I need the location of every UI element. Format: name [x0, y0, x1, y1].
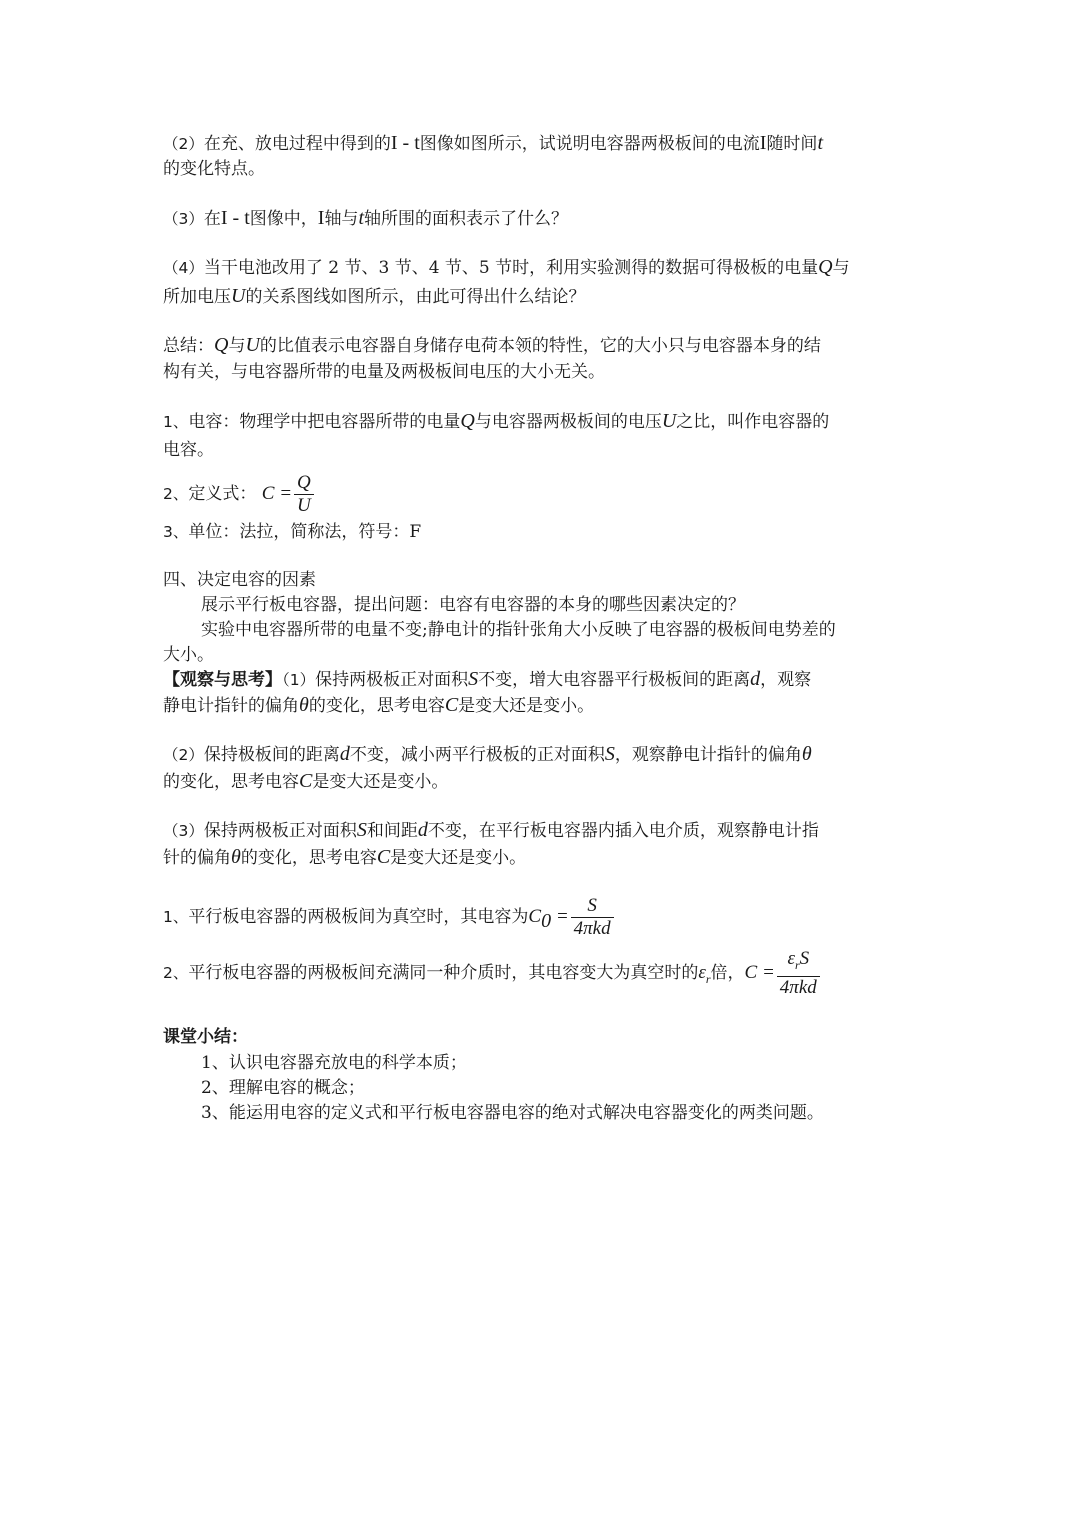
math-u: U [245, 334, 260, 356]
math-s: S [356, 819, 367, 841]
formula-lhs: C = [261, 483, 293, 504]
class-summary-item [201, 1101, 824, 1125]
text: 电容。 [163, 440, 214, 460]
text: 当干电池改用了 2 节、3 节、4 节、5 节时，利用实验测得的数据可得极板的电量 [203, 258, 819, 278]
formula-lhs [528, 906, 569, 932]
math-q: Q [460, 410, 475, 432]
item-number: 2、 [163, 485, 189, 503]
text: 定义式： [188, 484, 257, 504]
formula-2 [163, 948, 822, 1004]
text: 总结： [163, 336, 214, 356]
text: ，观察 [760, 670, 812, 690]
class-summary-title [163, 1025, 248, 1049]
math-c: C [376, 846, 391, 868]
text: 图像中， [249, 209, 318, 229]
text: 是变大还是变小。 [312, 772, 449, 792]
question-4-line-1 [163, 255, 850, 280]
fraction-denominator: U [297, 495, 311, 516]
math-d: d [417, 819, 428, 841]
fraction-denominator: 4πkd [573, 918, 611, 939]
math-i: I [317, 207, 325, 229]
math-t: t [817, 132, 823, 154]
question-3 [163, 206, 568, 231]
section-4-paragraph-1 [201, 593, 745, 617]
math-theta: θ [801, 743, 812, 765]
text: 随时间 [766, 134, 818, 154]
observation-1-line-2 [163, 693, 594, 718]
math-u: U [231, 285, 246, 307]
item-number: 1、 [163, 908, 189, 926]
text: 与 [228, 336, 246, 356]
text: 实验中电容器所带的电量不变;静电计的指针张角大小反映了电容器的极板间电势差的 [201, 620, 836, 640]
math-theta: θ [299, 694, 309, 716]
text: 展示平行板电容器，提出问题：电容有电容器的本身的哪些因素决定的？ [201, 595, 745, 615]
question-number: （3） [163, 210, 204, 228]
definition-2 [163, 470, 316, 518]
item-number: 2、 [163, 964, 189, 982]
text: 3、能运用电容的定义式和平行板电容器电容的绝对式解决电容器变化的两类问题。 [201, 1103, 824, 1123]
observation-tag: 【观察与思考】 [163, 670, 282, 690]
epsilon-r [698, 962, 711, 986]
math-c: C [444, 694, 459, 716]
summary-line-2 [163, 360, 605, 384]
text: 轴所围的面积表示了什么？ [364, 209, 568, 229]
text: 与 [832, 258, 850, 278]
math-q: Q [214, 334, 229, 356]
text: 2、理解电容的概念； [201, 1078, 365, 1098]
definition-1-line-1 [163, 409, 829, 434]
text: 与电容器两极板间的电压 [474, 412, 662, 432]
text: 在 [203, 209, 221, 229]
question-number: （4） [163, 259, 204, 277]
text: 的变化，思考电容 [240, 848, 377, 868]
observation-3-line-2 [163, 845, 526, 870]
subscript: r [794, 957, 800, 972]
question-4-line-2 [163, 284, 585, 309]
text: 保持极板间的距离 [203, 745, 340, 765]
observation-1-line-1 [163, 667, 811, 692]
text: 四、决定电容的因素 [163, 570, 316, 590]
item-number: （3） [163, 822, 204, 840]
text: 电容：物理学中把电容器所带的电量 [188, 412, 461, 432]
vacuum-capacitance-fraction [571, 895, 614, 940]
question-2-line-2 [163, 157, 265, 181]
math-c: C [528, 906, 542, 927]
math-it: I - t [220, 207, 250, 229]
item-number: 1、 [163, 413, 189, 431]
section-4-paragraph-2-line-1 [201, 618, 836, 642]
text: 单位：法拉，简称法，符号：F [188, 522, 422, 542]
text: 之比，叫作电容器的 [676, 412, 830, 432]
text: 的变化，思考电容 [163, 772, 299, 792]
text: 不变，在平行板电容器内插入电介质，观察静电计指 [427, 821, 819, 841]
math-s: S [604, 743, 615, 765]
math-t: t [358, 207, 364, 229]
item-number: 3、 [163, 523, 189, 541]
question-2-line-1 [163, 131, 823, 156]
text: 课堂小结： [163, 1027, 248, 1047]
text: 是变大还是变小。 [458, 696, 595, 716]
text: 所加电压 [163, 287, 231, 307]
text: 是变大还是变小。 [390, 848, 527, 868]
math-epsilon: ε [698, 962, 706, 983]
text: 的关系图线如图所示，由此可得出什么结论？ [245, 287, 586, 307]
question-number: （2） [163, 135, 204, 153]
text: 大小。 [163, 645, 214, 665]
text: 的变化特点。 [163, 159, 265, 179]
section-4-paragraph-2-line-2 [163, 643, 214, 667]
item-number: （2） [163, 746, 204, 764]
text: 保持两极板正对面积 [315, 670, 469, 690]
math-s: S [468, 668, 479, 690]
text: 构有关，与电容器所带的电量及两极板间电压的大小无关。 [163, 362, 605, 382]
text: 的比值表示电容器自身储存电荷本领的特性，它的大小只与电容器本身的结 [259, 336, 821, 356]
math-q: Q [818, 256, 833, 278]
text: 不变，增大电容器平行极板间的距离 [478, 670, 751, 690]
fraction-numerator [777, 948, 820, 977]
definition-3 [163, 520, 421, 544]
fraction-denominator: 4πkd [779, 976, 817, 998]
text: 图像如图所示，试说明电容器两极板间的电流 [419, 134, 760, 154]
equals-sign: = [551, 906, 569, 927]
definition-fraction [294, 472, 314, 517]
text: 针的偏角 [163, 848, 231, 868]
definition-1-line-2 [163, 438, 214, 462]
text: 轴与 [324, 209, 359, 229]
formula-1 [163, 892, 616, 946]
item-number: （1） [282, 671, 316, 689]
math-d: d [750, 668, 761, 690]
subscript: 0 [541, 909, 552, 932]
formula-lhs: C = [744, 962, 775, 983]
math-epsilon: ε [787, 948, 795, 970]
text: 静电计指针的偏角 [163, 696, 299, 716]
math-theta: θ [231, 846, 241, 868]
math-it: I - t [390, 132, 420, 154]
observation-2-line-2 [163, 769, 448, 794]
dielectric-capacitance-fraction [777, 948, 820, 999]
section-4-title [163, 568, 316, 592]
text: 的变化，思考电容 [308, 696, 445, 716]
text: 平行板电容器的两极板间充满同一种介质时，其电容变大为真空时的 [188, 963, 699, 983]
text: 在充、放电过程中得到的 [203, 134, 391, 154]
text: 倍， [710, 963, 745, 983]
text: 和间距 [366, 821, 418, 841]
summary-line-1 [163, 333, 821, 358]
observation-2-line-1 [163, 742, 812, 767]
observation-3-line-1 [163, 818, 819, 843]
math-d: d [339, 743, 350, 765]
text: 不变，减小两平行极板的正对面积 [349, 745, 605, 765]
fraction-numerator: Q [294, 472, 314, 495]
text: 平行板电容器的两极板间为真空时，其电容为 [188, 907, 529, 927]
fraction-numerator: S [571, 895, 614, 918]
subscript: r [705, 971, 711, 986]
text: 保持两极板正对面积 [203, 821, 357, 841]
class-summary-item [201, 1051, 467, 1075]
math-u: U [661, 410, 677, 432]
class-summary-item [201, 1076, 365, 1100]
math-s: S [799, 948, 810, 970]
text: ，观察静电计指针的偏角 [614, 745, 802, 765]
text: 1、认识电容器充放电的科学本质； [201, 1053, 467, 1073]
math-c: C [299, 770, 313, 792]
math-i: I [759, 132, 767, 154]
